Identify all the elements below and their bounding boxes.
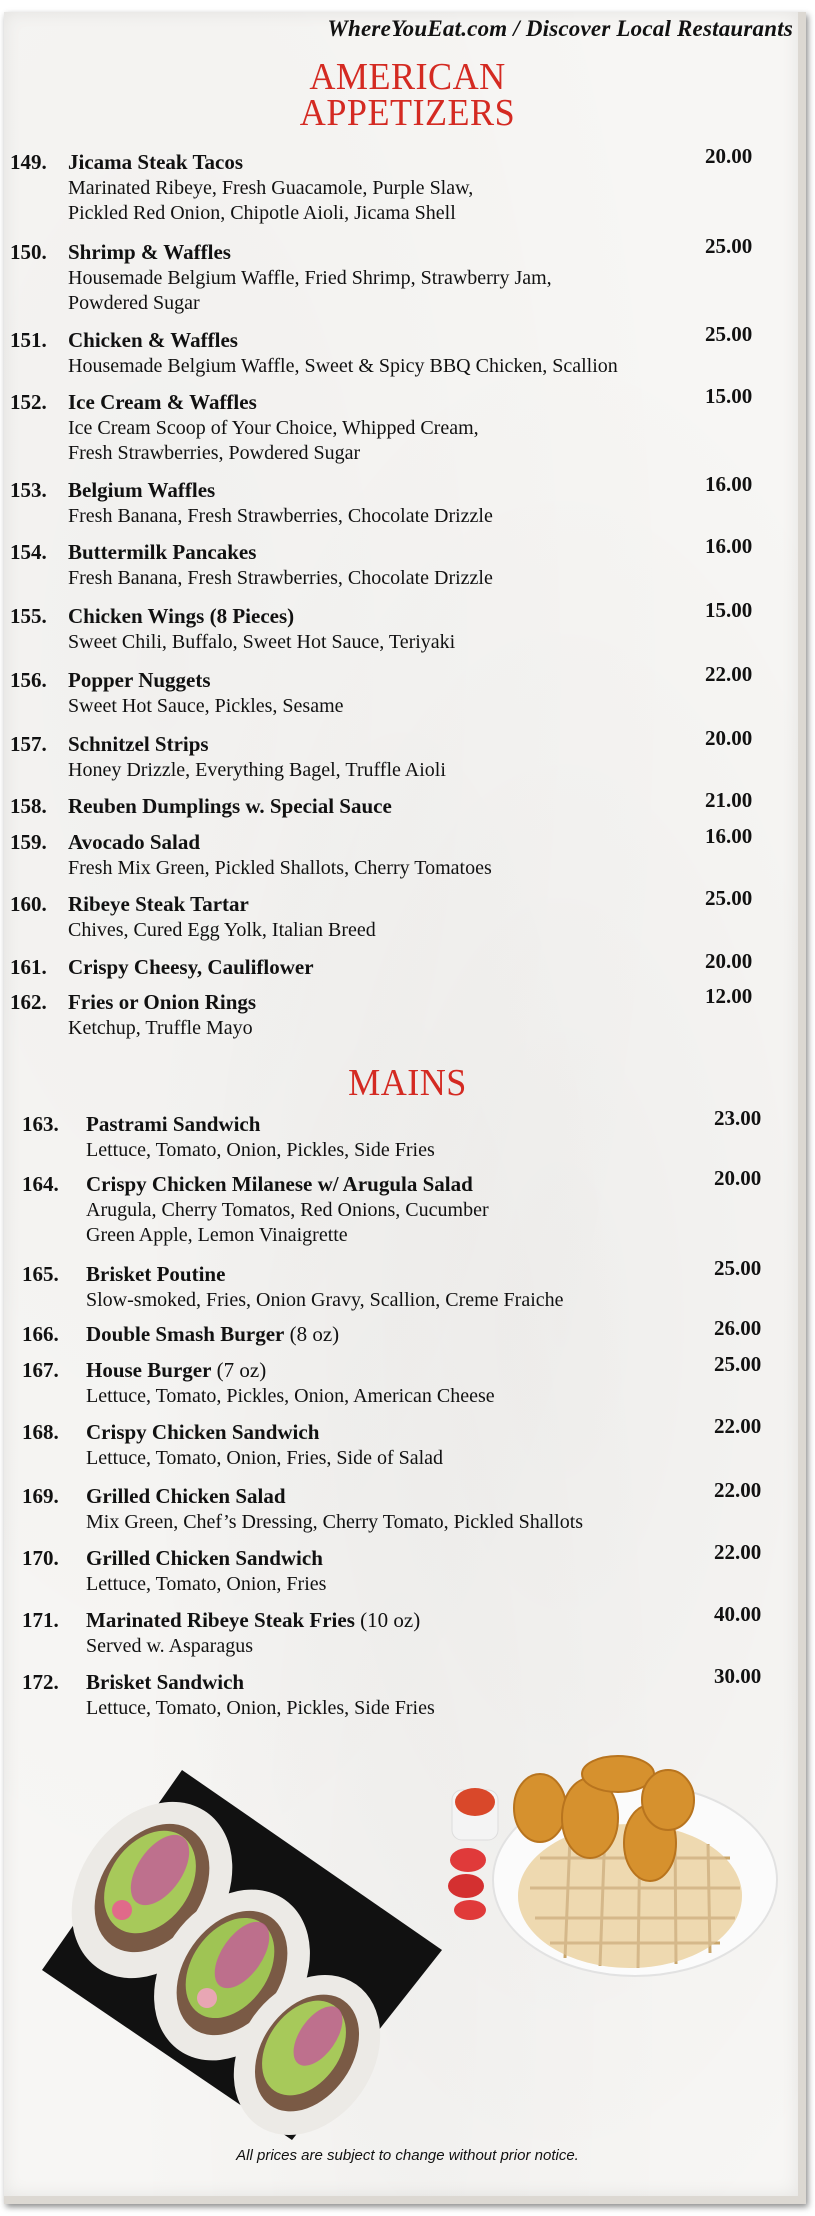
item-name: [68, 668, 211, 693]
item-name-text: Shrimp & Waffles: [68, 240, 231, 264]
item-price: 22.00: [714, 1414, 762, 1438]
item-name: [68, 478, 215, 503]
item-number: 160.: [10, 892, 47, 916]
item-name-text: Grilled Chicken Salad: [86, 1484, 286, 1508]
item-price: 25.00: [705, 322, 753, 346]
item-description: Powdered Sugar: [68, 292, 200, 314]
item-price: 25.00: [705, 234, 753, 258]
item-name-text: Popper Nuggets: [68, 668, 211, 692]
item-description: Arugula, Cherry Tomatos, Red Onions, Cucumber: [86, 1199, 489, 1221]
section-title-mains: MAINS: [348, 1062, 467, 1104]
item-description: Housemade Belgium Waffle, Fried Shrimp, Strawberry Jam,: [68, 267, 552, 289]
item-number: 154.: [10, 540, 47, 564]
item-price: 20.00: [705, 144, 753, 168]
item-name: [68, 794, 392, 819]
item-number: 168.: [22, 1420, 59, 1444]
item-portion-size: (10 oz): [354, 1608, 421, 1632]
item-name-text: Double Smash Burger: [86, 1322, 285, 1346]
item-name-text: Avocado Salad: [68, 830, 201, 854]
item-description: Lettuce, Tomato, Onion, Fries, Side of Salad: [86, 1447, 444, 1469]
item-number: 156.: [10, 668, 47, 692]
item-description: Lettuce, Tomato, Onion, Pickles, Side Fries: [86, 1139, 435, 1161]
item-name-text: Crispy Chicken Sandwich: [86, 1420, 320, 1444]
item-description: Served w. Asparagus: [86, 1635, 254, 1657]
item-name: [68, 604, 294, 629]
item-name: [68, 990, 256, 1015]
item-number: 165.: [22, 1262, 59, 1286]
section-title-appetizers: APPETIZERS: [299, 92, 516, 134]
item-name-text: Grilled Chicken Sandwich: [86, 1546, 323, 1570]
item-name: [86, 1484, 286, 1509]
item-price: 23.00: [714, 1106, 762, 1130]
item-name-text: Chicken & Waffles: [68, 328, 238, 352]
item-description: Pickled Red Onion, Chipotle Aioli, Jicama Shell: [68, 202, 456, 224]
item-name: [86, 1608, 420, 1633]
item-price: 20.00: [714, 1166, 762, 1190]
item-name: [86, 1546, 323, 1571]
item-number: 161.: [10, 955, 47, 979]
item-price: 25.00: [714, 1352, 762, 1376]
item-name: [68, 830, 200, 855]
item-description: Ice Cream Scoop of Your Choice, Whipped Cream,: [68, 417, 479, 439]
item-price: 16.00: [705, 472, 753, 496]
item-number: 162.: [10, 990, 47, 1014]
item-number: 150.: [10, 240, 47, 264]
item-name-text: Schnitzel Strips: [68, 732, 209, 756]
item-name-text: Crispy Chicken Milanese w/ Arugula Salad: [86, 1172, 473, 1196]
item-number: 164.: [22, 1172, 59, 1196]
item-description: Chives, Cured Egg Yolk, Italian Breed: [68, 919, 376, 941]
item-name: [86, 1172, 473, 1197]
item-name-text: Ice Cream & Waffles: [68, 390, 257, 414]
item-description: Sweet Chili, Buffalo, Sweet Hot Sauce, Teriyaki: [68, 631, 456, 653]
item-name: [68, 240, 231, 265]
item-price: 25.00: [714, 1256, 762, 1280]
item-name: [86, 1112, 260, 1137]
item-price: 15.00: [705, 598, 753, 622]
section-title-american: AMERICAN: [309, 56, 506, 98]
item-price: 22.00: [714, 1478, 762, 1502]
item-name-text: Jicama Steak Tacos: [68, 150, 244, 174]
item-name-text: Belgium Waffles: [68, 478, 216, 502]
item-description: Lettuce, Tomato, Pickles, Onion, American Cheese: [86, 1385, 495, 1407]
item-name: [86, 1358, 266, 1383]
sauce-cup: [452, 1788, 498, 1840]
item-name-text: Reuben Dumplings w. Special Sauce: [68, 794, 392, 818]
item-name: [68, 892, 249, 917]
item-number: 169.: [22, 1484, 59, 1508]
item-portion-size: (7 oz): [211, 1358, 267, 1382]
item-portion-size: (8 oz): [284, 1322, 340, 1346]
item-description: Fresh Banana, Fresh Strawberries, Chocolate Drizzle: [68, 505, 493, 527]
item-name: [86, 1262, 225, 1287]
item-description: Housemade Belgium Waffle, Sweet & Spicy BBQ Chicken, Scallion: [68, 355, 618, 377]
shrimp-waffles-photo: [440, 1748, 780, 1978]
item-name-text: Crispy Cheesy, Cauliflower: [68, 955, 314, 979]
item-price: 16.00: [705, 534, 753, 558]
strawberries: [448, 1848, 486, 1920]
item-number: 159.: [10, 830, 47, 854]
item-name-text: Pastrami Sandwich: [86, 1112, 261, 1136]
item-number: 163.: [22, 1112, 59, 1136]
item-description: Honey Drizzle, Everything Bagel, Truffle Aioli: [68, 759, 446, 781]
item-name: [86, 1322, 339, 1347]
item-price: 22.00: [705, 662, 753, 686]
item-price: 30.00: [714, 1664, 762, 1688]
item-number: 151.: [10, 328, 47, 352]
item-description: Mix Green, Chef’s Dressing, Cherry Tomato, Pickled Shallots: [86, 1511, 584, 1533]
item-price: 25.00: [705, 886, 753, 910]
item-number: 167.: [22, 1358, 59, 1382]
item-number: 155.: [10, 604, 47, 628]
price-disclaimer: All prices are subject to change without prior notice.: [236, 2147, 579, 2164]
item-number: 172.: [22, 1670, 59, 1694]
item-name-text: Fries or Onion Rings: [68, 990, 257, 1014]
item-name: [68, 150, 243, 175]
item-description: Green Apple, Lemon Vinaigrette: [86, 1224, 348, 1246]
item-name: [68, 955, 314, 980]
item-number: 157.: [10, 732, 47, 756]
item-name: [68, 390, 257, 415]
item-price: 15.00: [705, 384, 753, 408]
item-price: 16.00: [705, 824, 753, 848]
item-name-text: Buttermilk Pancakes: [68, 540, 257, 564]
tacos-photo: [42, 1770, 442, 2150]
item-name: [68, 732, 209, 757]
item-number: 171.: [22, 1608, 59, 1632]
item-price: 21.00: [705, 788, 753, 812]
item-name-text: Marinated Ribeye Steak Fries: [86, 1608, 355, 1632]
item-price: 20.00: [705, 949, 753, 973]
item-description: Slow-smoked, Fries, Onion Gravy, Scallion, Creme Fraiche: [86, 1289, 564, 1311]
item-description: Fresh Strawberries, Powdered Sugar: [68, 442, 361, 464]
item-description: Marinated Ribeye, Fresh Guacamole, Purple Slaw,: [68, 177, 474, 199]
item-name-text: Ribeye Steak Tartar: [68, 892, 249, 916]
item-number: 170.: [22, 1546, 59, 1570]
item-price: 20.00: [705, 726, 753, 750]
item-price: 26.00: [714, 1316, 762, 1340]
item-name-text: Chicken Wings (8 Pieces): [68, 604, 295, 628]
item-price: 22.00: [714, 1540, 762, 1564]
item-number: 153.: [10, 478, 47, 502]
item-description: Ketchup, Truffle Mayo: [68, 1017, 253, 1039]
item-number: 152.: [10, 390, 47, 414]
item-description: Sweet Hot Sauce, Pickles, Sesame: [68, 695, 344, 717]
item-name: [86, 1670, 244, 1695]
item-name-text: Brisket Poutine: [86, 1262, 226, 1286]
item-name-text: House Burger: [86, 1358, 212, 1382]
item-name: [68, 328, 238, 353]
item-name-text: Brisket Sandwich: [86, 1670, 245, 1694]
item-name: [86, 1420, 319, 1445]
item-description: Fresh Mix Green, Pickled Shallots, Cherry Tomatoes: [68, 857, 492, 879]
item-name: [68, 540, 256, 565]
item-description: Lettuce, Tomato, Onion, Pickles, Side Fries: [86, 1697, 435, 1719]
item-number: 166.: [22, 1322, 59, 1346]
item-price: 12.00: [705, 984, 753, 1008]
item-number: 158.: [10, 794, 47, 818]
item-description: Fresh Banana, Fresh Strawberries, Chocolate Drizzle: [68, 567, 493, 589]
item-price: 40.00: [714, 1602, 762, 1626]
item-number: 149.: [10, 150, 47, 174]
site-watermark: WhereYouEat.com / Discover Local Restaurants: [327, 16, 793, 41]
item-description: Lettuce, Tomato, Onion, Fries: [86, 1573, 327, 1595]
